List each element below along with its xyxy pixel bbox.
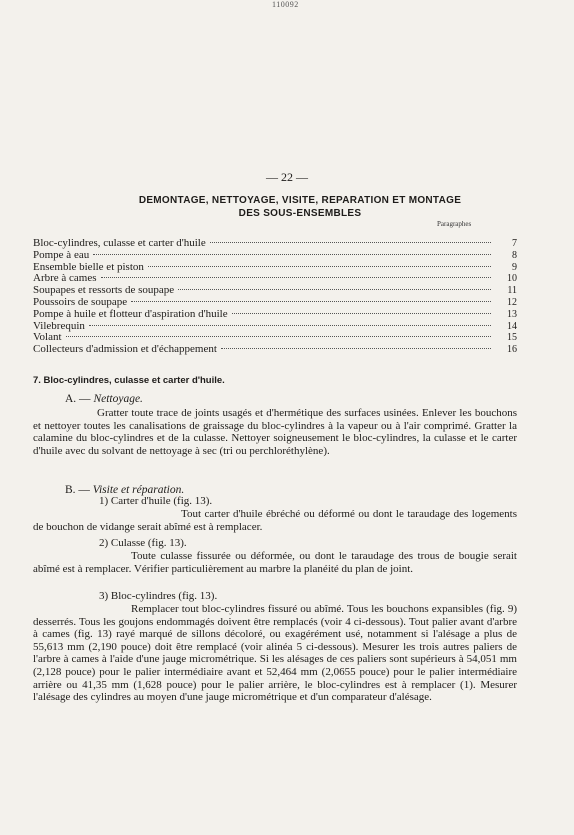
item-1-title: 1) Carter d'huile (fig. 13). — [99, 495, 213, 507]
toc-leader — [178, 289, 491, 290]
toc-label: Poussoirs de soupape — [33, 295, 128, 308]
toc-item — [33, 297, 517, 309]
toc-label: Pompe à eau — [33, 248, 90, 261]
page-title — [60, 194, 540, 220]
toc-leader — [93, 254, 491, 255]
toc-item — [33, 309, 517, 321]
toc-leader — [210, 242, 491, 243]
subsection-a-heading — [65, 393, 143, 405]
toc-label: Soupapes et ressorts de soupape — [33, 284, 175, 297]
paragraph-nettoyage: Gratter toute trace de joints usagés et d'hermétique des surfaces usinées. Enlever les bouchons et nettoyer toutes les canalisations de graissage du bloc-cylindres à la vapeur ou à l'air comprimé. Gratter la calamine du bloc-cylindres et de la culasse. Nettoyer soigneusement le bloc-cylindres, la culasse et le carter d'huile avec du solvant de nettoyage à sec (tri ou perchloréthylène). — [33, 407, 517, 457]
toc-number: 9 — [512, 261, 517, 273]
toc-leader — [89, 325, 491, 326]
page-number: — 22 — — [266, 170, 308, 184]
header-reference: 110092 — [272, 0, 299, 9]
item-3-text: Remplacer tout bloc-cylindres fissuré ou abîmé. Tous les bouchons expansibles (fig. 9) desserrés. Tous les goujons endommagés doivent être remplacés (voir 4 ci-dessous). Tout palier avant d'arbre à cames (fig. 13) rayé marqué de sillons décoloré, ou exagérément usé, notamment si l'alésage a plus de 55,613 mm (2,190 pouce) doit être remplacé (voir alinéa 5 ci-dessous). Mesurer les trois autres paliers de l'arbre à cames à l'aide d'une jauge micrométrique. Si les alésages de ces paliers sont supérieurs à 54,051 mm (2,128 pouce) pour le palier intermédiaire avant et 52,464 mm (2,0655 pouce) pour le palier intermédiaire arrière ou 41,35 mm (1,628 pouce) pour le palier arrière, le bloc-cylindres est à remplacer (1). Mesurer l'alésage des cylindres au moyen d'une jauge micrométrique et d'un comparateur d'alésage. — [33, 603, 517, 704]
toc-number: 14 — [507, 320, 517, 332]
toc-leader — [232, 313, 491, 314]
toc-number: 7 — [512, 238, 517, 249]
subsection-b-title: Visite et réparation. — [92, 484, 185, 496]
toc-leader — [148, 266, 491, 267]
toc-number: 15 — [507, 332, 517, 344]
toc-leader — [101, 277, 491, 278]
toc-label: Arbre à cames — [33, 272, 97, 285]
paragraphes-column-label: Paragraphes — [437, 220, 472, 228]
toc-number: 16 — [507, 344, 517, 356]
toc-label: Vilebrequin — [33, 319, 85, 332]
section-heading: 7. Bloc-cylindres, culasse et carter d'huile. — [33, 375, 225, 386]
toc-item — [33, 321, 517, 333]
toc-number: 12 — [507, 296, 517, 308]
toc-item — [33, 262, 517, 274]
toc-leader — [66, 336, 491, 337]
item-2-title: 2) Culasse (fig. 13). — [99, 537, 187, 549]
toc-number: 13 — [507, 308, 517, 320]
toc-label: Bloc-cylindres, culasse et carter d'huile — [33, 237, 206, 249]
toc-label: Collecteurs d'admission et d'échappement — [33, 343, 217, 356]
table-of-contents — [33, 238, 517, 356]
toc-label: Volant — [33, 331, 62, 344]
toc-label: Ensemble bielle et piston — [33, 260, 144, 273]
title-line-1: DEMONTAGE, NETTOYAGE, VISITE, REPARATION ET MONTAGE — [138, 195, 462, 206]
toc-item — [33, 238, 517, 250]
subsection-a-title: Nettoyage. — [93, 393, 143, 405]
toc-label: Pompe à huile et flotteur d'aspiration d'huile — [33, 307, 228, 320]
toc-number: 11 — [507, 285, 517, 297]
toc-number: 8 — [512, 249, 517, 261]
subsection-a-prefix: A. — — [65, 393, 91, 405]
item-2-text: Toute culasse fissurée ou déformée, ou dont le taraudage des trous de bougie serait abîmé est à remplacer. Vérifier particulièrement au marbre la planéité du plan de joint. — [33, 550, 517, 575]
toc-item — [33, 344, 517, 356]
toc-leader — [221, 348, 491, 349]
toc-leader — [131, 301, 491, 302]
title-line-2: DES SOUS-ENSEMBLES — [238, 208, 362, 219]
item-1-text: Tout carter d'huile ébréché ou déformé ou dont le taraudage des logements de bouchon de vidange serait abîmé est à remplacer. — [33, 508, 517, 533]
toc-item — [33, 250, 517, 262]
toc-number: 10 — [507, 273, 517, 285]
item-3-title: 3) Bloc-cylindres (fig. 13). — [99, 590, 218, 602]
subsection-b-prefix: B. — — [65, 484, 90, 496]
